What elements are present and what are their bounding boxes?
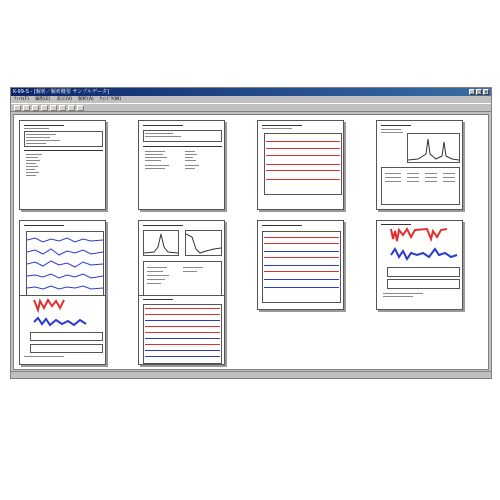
menu-view[interactable]: 表示(V) <box>56 97 73 102</box>
app-window <box>10 87 492 379</box>
zoom-in-icon[interactable] <box>59 105 66 111</box>
red-blue-waveform-report[interactable] <box>257 220 344 310</box>
minimize-button[interactable]: _ <box>471 89 473 94</box>
title-bar[interactable] <box>11 88 491 96</box>
histogram-plot <box>387 227 459 265</box>
peak-curve-right <box>186 231 221 255</box>
preview-icon[interactable] <box>50 105 57 111</box>
dense-waveform-report[interactable] <box>138 295 225 365</box>
blue-trend-plot <box>27 232 103 298</box>
red-blue-histogram-report[interactable] <box>376 220 463 310</box>
status-bar <box>11 371 491 378</box>
menu-analysis[interactable]: 解析(A) <box>78 97 94 102</box>
menu-file[interactable]: ﾌｧｲﾙ(F) <box>14 97 30 102</box>
spectrum-curve <box>408 134 459 162</box>
summary-report-2[interactable] <box>138 120 225 210</box>
menu-bar <box>11 96 491 103</box>
save-icon[interactable] <box>32 105 39 111</box>
histogram-plot-2 <box>30 298 102 330</box>
toolbar <box>11 103 491 112</box>
open-icon[interactable] <box>23 105 30 111</box>
summary-report-1[interactable] <box>19 120 106 210</box>
spectrum-table-report[interactable] <box>376 120 463 210</box>
menu-window[interactable]: ｳｨﾝﾄﾞｳ(W) <box>99 97 122 102</box>
help-icon[interactable] <box>77 105 84 111</box>
maximize-button[interactable]: □ <box>477 89 481 94</box>
waveform-red-report[interactable] <box>257 120 344 210</box>
window-title: K-99-S - [解析／解析概要 サンプルデータ] <box>13 89 109 95</box>
peak-curve-left <box>144 231 178 255</box>
new-icon[interactable] <box>14 105 21 111</box>
menu-edit[interactable]: 編集(E) <box>35 97 51 102</box>
red-blue-histogram-report-2[interactable] <box>19 295 106 365</box>
close-button[interactable]: × <box>484 89 488 94</box>
report-preview-area[interactable] <box>13 114 489 370</box>
zoom-out-icon[interactable] <box>68 105 75 111</box>
print-icon[interactable] <box>41 105 48 111</box>
